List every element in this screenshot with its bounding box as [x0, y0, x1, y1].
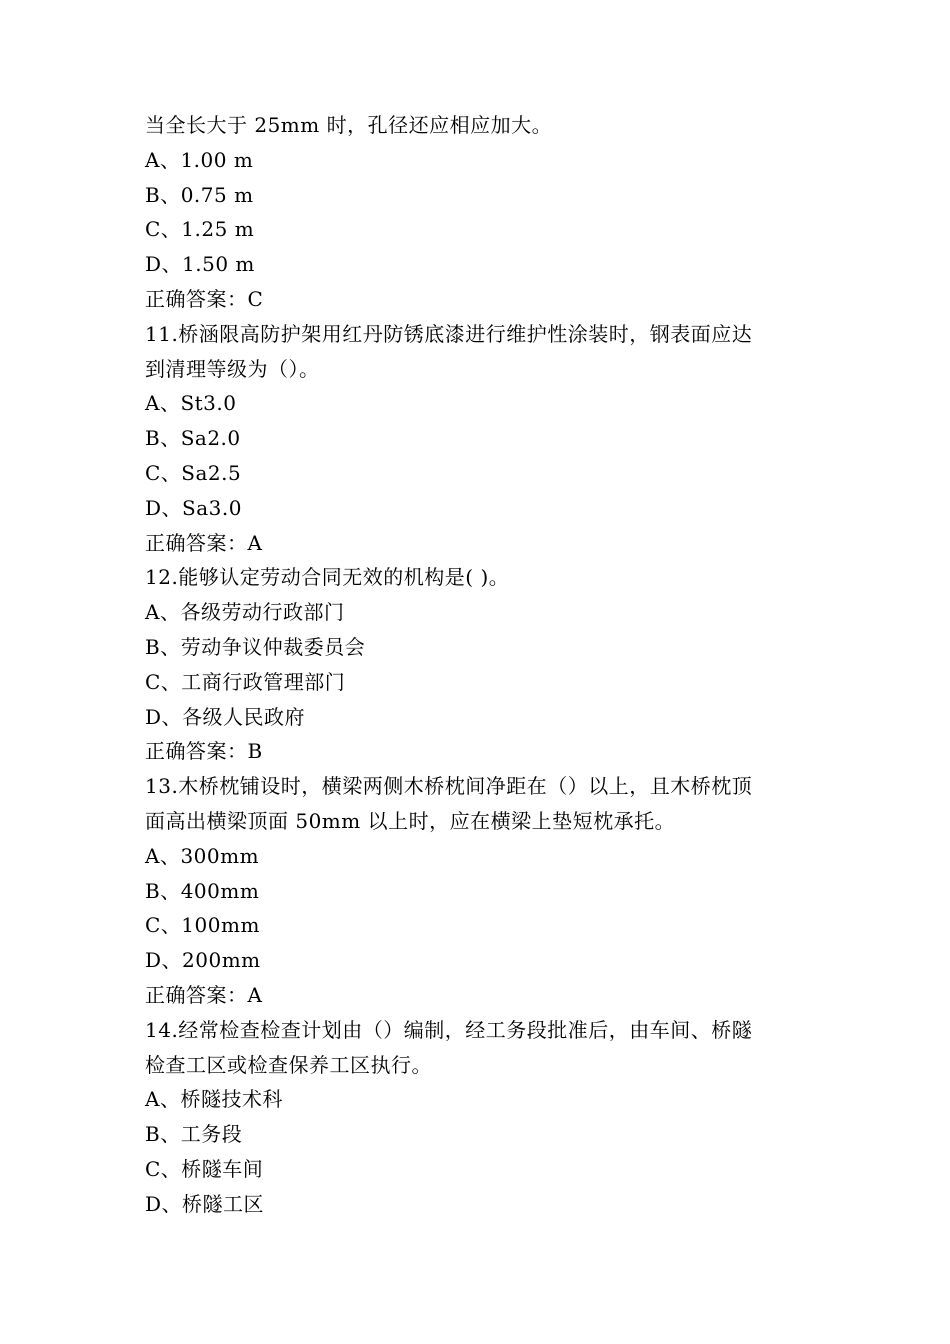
- q14-option-b: B、工务段: [145, 1122, 243, 1147]
- q13-stem-line1: 13.木桥枕铺设时，横梁两侧木桥枕间净距在（）以上，且木桥枕顶: [145, 774, 753, 799]
- q13-option-d: D、200mm: [145, 948, 261, 973]
- q10-option-a: A、1.00 m: [145, 147, 254, 172]
- q11-stem-line2: 到清理等级为（）。: [145, 356, 320, 381]
- q12-answer: 正确答案：B: [145, 739, 263, 764]
- q14-option-c: C、桥隧车间: [145, 1156, 264, 1181]
- q14-stem-line1: 14.经常检查检查计划由（）编制，经工务段批准后，由车间、桥隧: [145, 1017, 753, 1042]
- q12-option-a: A、各级劳动行政部门: [145, 600, 345, 625]
- q13-answer: 正确答案：A: [145, 982, 263, 1007]
- q11-option-c: C、Sa2.5: [145, 460, 242, 485]
- q14-option-d: D、桥隧工区: [145, 1191, 265, 1216]
- q13-option-c: C、100mm: [145, 913, 260, 938]
- q13-stem-line2: 面高出横梁顶面 50mm 以上时，应在横梁上垫短枕承托。: [145, 808, 676, 833]
- q11-option-a: A、St3.0: [145, 391, 237, 416]
- q10-answer: 正确答案：C: [145, 286, 264, 311]
- q11-stem-line1: 11.桥涵限高防护架用红丹防锈底漆进行维护性涂装时，钢表面应达: [145, 321, 753, 346]
- q12-option-b: B、劳动争议仲裁委员会: [145, 634, 366, 659]
- q12-option-d: D、各级人民政府: [145, 704, 306, 729]
- q14-option-a: A、桥隧技术科: [145, 1087, 283, 1112]
- q14-stem-line2: 检查工区或检查保养工区执行。: [145, 1052, 432, 1077]
- document-page: [145, 108, 825, 1222]
- q10-option-c: C、1.25 m: [145, 217, 255, 242]
- q10-option-d: D、1.50 m: [145, 252, 255, 277]
- q11-option-b: B、Sa2.0: [145, 426, 241, 451]
- q12-stem-line1: 12.能够认定劳动合同无效的机构是( )。: [145, 565, 510, 590]
- q10-option-b: B、0.75 m: [145, 182, 254, 207]
- q11-option-d: D、Sa3.0: [145, 495, 242, 520]
- q11-answer: 正确答案：A: [145, 530, 263, 555]
- q12-option-c: C、工商行政管理部门: [145, 669, 346, 694]
- q13-option-b: B、400mm: [145, 878, 260, 903]
- question-continuation-text: 当全长大于 25mm 时，孔径还应相应加大。: [145, 113, 553, 137]
- q13-option-a: A、300mm: [145, 843, 260, 868]
